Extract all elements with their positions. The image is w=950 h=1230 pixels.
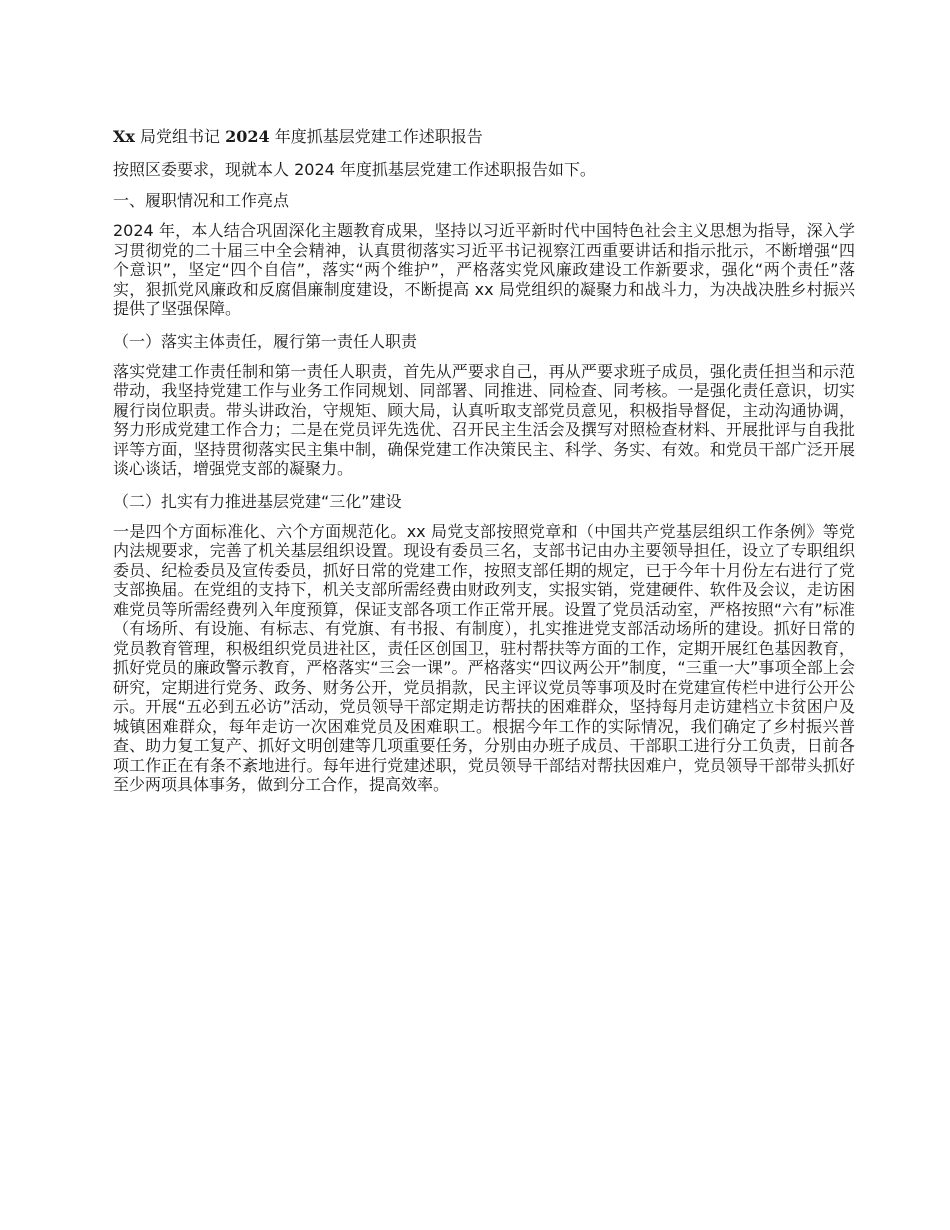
title-prefix: Xx	[113, 127, 135, 146]
title-part2: 年度抓基层党建工作述职报告	[269, 127, 483, 146]
title-part1: 局党组书记	[134, 127, 226, 146]
intro-paragraph: 按照区委要求，现就本人 2024 年度抓基层党建工作述职报告如下。	[113, 160, 596, 179]
document-page	[113, 126, 855, 807]
sub2-heading: （二）扎实有力推进基层党建“三化”建设	[113, 491, 402, 511]
sub1-body: 落实党建工作责任制和第一责任人职责，首先从严要求自己，再从严要求班子成员，强化责任担当和示范带动，我坚持党建工作与业务工作同规划、同部署、同推进、同检查、同考核。一是强化责任意识，切实履行岗位职责。带头讲政治，守规矩、顾大局，认真听取支部党员意见，积极指导督促，主动沟通协调，努力形成党建工作合力；二是在党员评先选优、召开民主生活会及撰写对照检查材料、开展批评与自我批评等方面，坚持贯彻落实民主集中制，确保党建工作决策民主、科学、务实、有效。和党员干部广泛开展谈心谈话，增强党支部的凝聚力。	[113, 361, 855, 478]
title-year: 2024	[225, 127, 270, 146]
section1-body: 2024 年，本人结合巩固深化主题教育成果，坚持以习近平新时代中国特色社会主义思想为指导，深入学习贯彻党的二十届三中全会精神，认真贯彻落实习近平书记视察江西重要讲话和指示批示，不断增强“四个意识”，坚定“四个自信”，落实“两个维护”，严格落实党风廉政建设工作新要求，强化“两个责任”落实，狠抓党风廉政和反腐倡廉制度建设，不断提高 xx 局党组织的凝聚力和战斗力，为决战决胜乡村振兴提供了坚强保障。	[113, 221, 855, 318]
document-title	[113, 126, 855, 148]
sub1-heading: （一）落实主体责任，履行第一责任人职责	[113, 331, 418, 351]
sub2-body: 一是四个方面标准化、六个方面规范化。xx 局党支部按照党章和（中国共产党基层组织工作条例》等党内法规要求，完善了机关基层组织设置。现设有委员三名，支部书记由办主要领导担任，设立了专职组织委员、纪检委员及宣传委员，抓好日常的党建工作，按照支部任期的规定，已于今年十月份左右进行了党支部换届。在党组的支持下，机关支部所需经费由财政列支，实报实销，党建硬件、软件及会议，走访困难党员等所需经费列入年度预算，保证支部各项工作正常开展。设置了党员活动室，严格按照“六有”标准（有场所、有设施、有标志、有党旗、有书报、有制度），扎实推进党支部活动场所的建设。抓好日常的党员教育管理，积极组织党员进社区，责任区创国卫，驻村帮扶等方面的工作，定期开展红色基因教育，抓好党员的廉政警示教育，严格落实“三会一课”。严格落实“四议两公开”制度，“三重一大”事项全部上会研究，定期进行党务、政务、财务公开，党员捐款，民主评议党员等事项及时在党建宣传栏中进行公开公示。开展“五必到五必访”活动，党员领导干部定期走访帮扶的困难群众，坚持每月走访建档立卡贫困户及城镇困难群众，每年走访一次困难党员及困难职工。根据今年工作的实际情况，我们确定了乡村振兴普查、助力复工复产、抓好文明创建等几项重要任务，分别由办班子成员、干部职工进行分工负责，日前各项工作正在有条不紊地进行。每年进行党建述职，党员领导干部结对帮扶因难户，党员领导干部带头抓好至少两项具体事务，做到分工合作，提高效率。	[113, 521, 855, 794]
section1-heading: 一、履职情况和工作亮点	[113, 191, 290, 210]
